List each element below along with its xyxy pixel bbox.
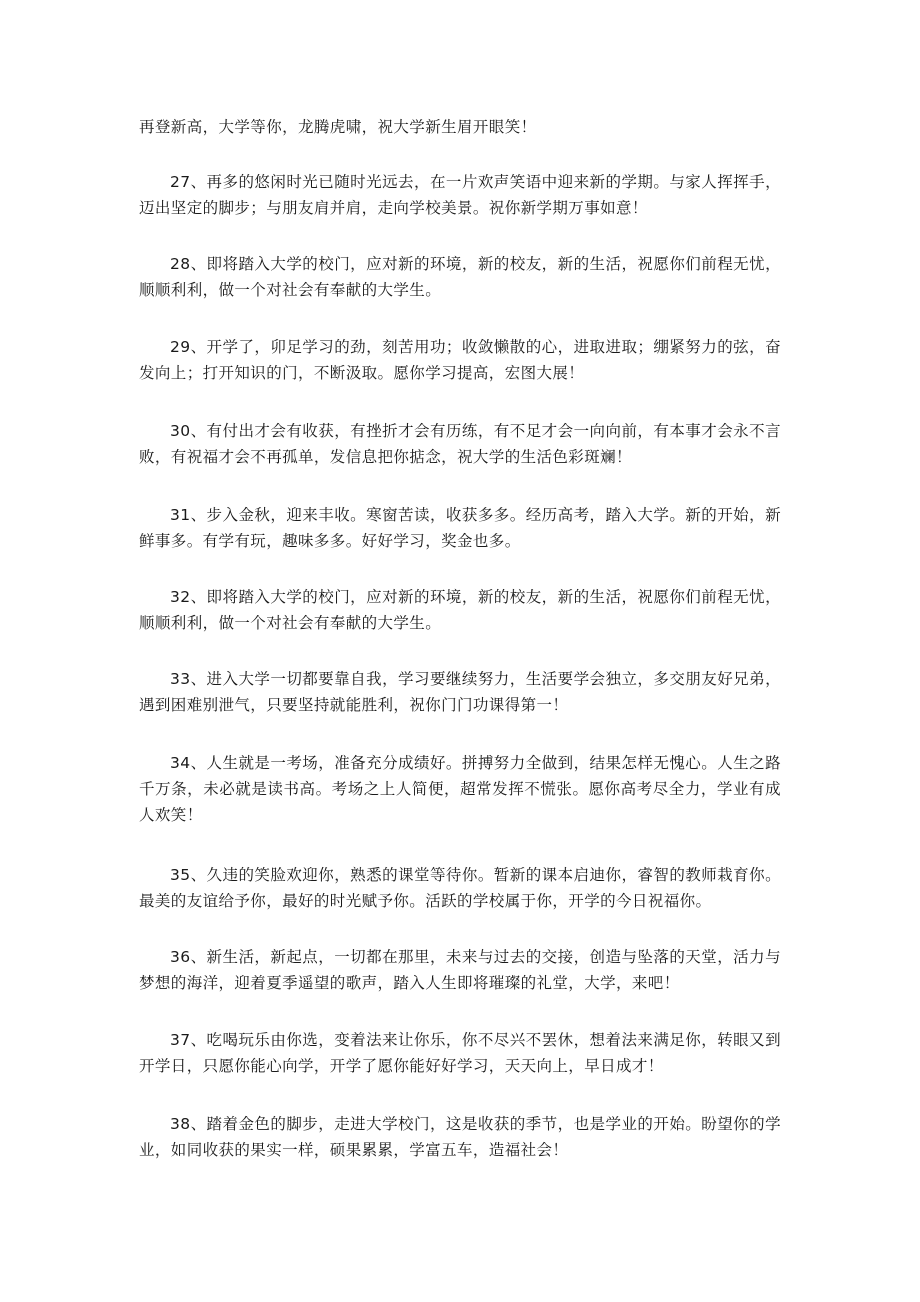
paragraph-32: 32、即将踏入大学的校门，应对新的环境，新的校友，新的生活，祝愿你们前程无忧，顺顺利利，做一个对社会有奉献的大学生。 (139, 588, 781, 632)
paragraph-30: 30、有付出才会有收获，有挫折才会有历练，有不足才会一向向前，有本事才会永不言败，有祝福才会不再孤单，发信息把你掂念，祝大学的生活色彩斑斓！ (139, 422, 781, 466)
paragraph-37: 37、吃喝玩乐由你选，变着法来让你乐，你不尽兴不罢休，想着法来满足你，转眼又到开学日，只愿你能心向学，开学了愿你能好好学习，天天向上，早日成才！ (139, 1031, 781, 1075)
paragraph-27: 27、再多的悠闲时光已随时光远去，在一片欢声笑语中迎来新的学期。与家人挥挥手，迈出坚定的脚步；与朋友肩并肩，走向学校美景。祝你新学期万事如意！ (139, 173, 781, 217)
paragraph-35: 35、久违的笑脸欢迎你，熟悉的课堂等待你。暂新的课本启迪你，睿智的教师栽育你。最美的友谊给予你，最好的时光赋予你。活跃的学校属于你，开学的今日祝福你。 (139, 866, 781, 910)
paragraph-34: 34、人生就是一考场，准备充分成绩好。拼搏努力全做到，结果怎样无愧心。人生之路千万条，未必就是读书高。考场之上人简便，超常发挥不慌张。愿你高考尽全力，学业有成人欢笑！ (139, 754, 781, 824)
paragraph-38: 38、踏着金色的脚步，走进大学校门，这是收获的季节，也是学业的开始。盼望你的学业，如同收获的果实一样，硕果累累，学富五车，造福社会！ (139, 1115, 781, 1159)
paragraph-33: 33、进入大学一切都要靠自我，学习要继续努力，生活要学会独立，多交朋友好兄弟，遇到困难别泄气，只要坚持就能胜利，祝你门门功课得第一！ (139, 670, 781, 714)
paragraph-29: 29、开学了，卯足学习的劲，刻苦用功；收敛懒散的心，进取进取；绷紧努力的弦，奋发向上；打开知识的门，不断汲取。愿你学习提高，宏图大展！ (139, 338, 781, 382)
paragraph-26-continuation: 再登新高，大学等你，龙腾虎啸，祝大学新生眉开眼笑！ (139, 118, 537, 136)
paragraph-28: 28、即将踏入大学的校门，应对新的环境，新的校友，新的生活，祝愿你们前程无忧，顺顺利利，做一个对社会有奉献的大学生。 (139, 255, 781, 299)
paragraph-36: 36、新生活，新起点，一切都在那里，未来与过去的交接，创造与坠落的天堂，活力与梦想的海洋，迎着夏季遥望的歌声，踏入人生即将璀璨的礼堂，大学，来吧！ (139, 948, 781, 992)
paragraph-31: 31、步入金秋，迎来丰收。寒窗苦读，收获多多。经历高考，踏入大学。新的开始，新鲜事多。有学有玩，趣味多多。好好学习，奖金也多。 (139, 506, 781, 550)
